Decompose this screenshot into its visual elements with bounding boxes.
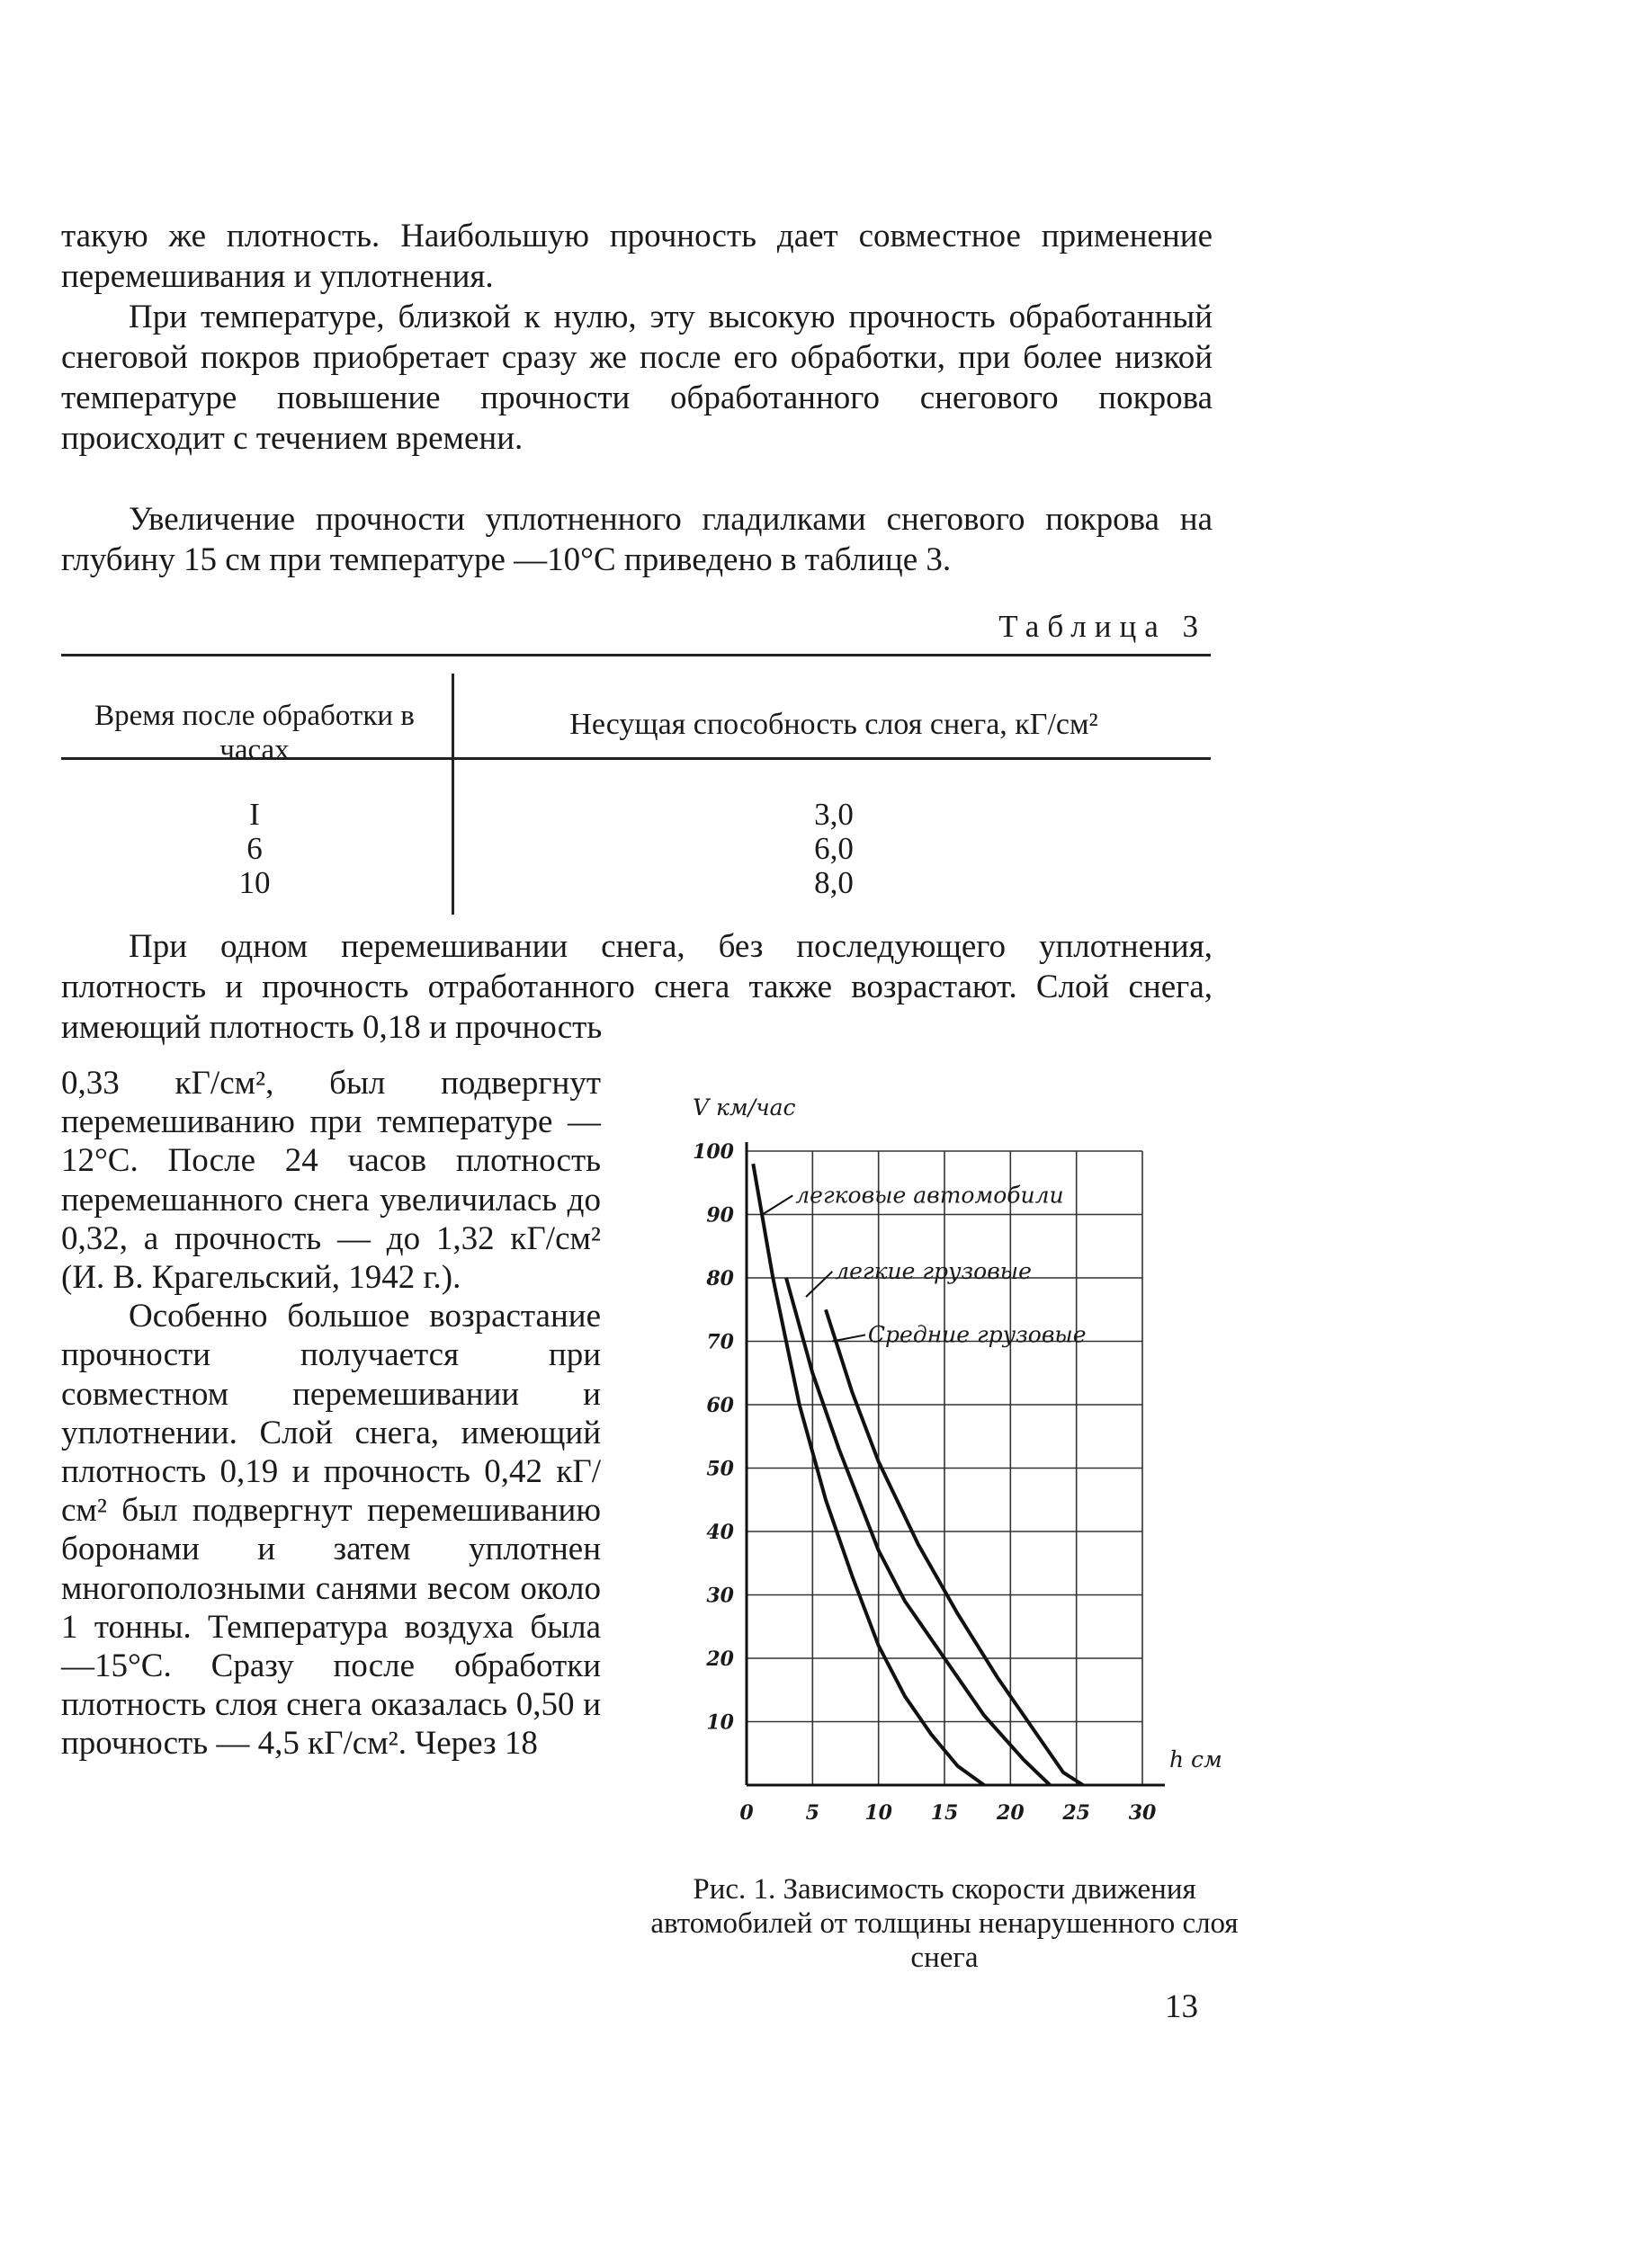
- y-tick-label: 10: [706, 1710, 734, 1735]
- series-line-1: [753, 1164, 984, 1785]
- y-tick-label: 90: [706, 1203, 734, 1228]
- paragraph-mixing-continued: 0,33 кГ/см², был подвергнут перемешиванию при температуре —12°С. После 24 часов плотность перемешанного снега увеличилась до 0,32, а прочность — до 1,32 кГ/см² (И. В. Крагельский, 1942 г.).: [61, 1065, 601, 1297]
- figure-caption: Рис. 1. Зависимость скорости движения автомобилей от толщины ненарушенного слоя снега: [650, 1873, 1239, 1974]
- series-label-1: легковые автомобили: [795, 1182, 1064, 1209]
- y-tick-label: 20: [706, 1647, 734, 1671]
- series-label-leader: [832, 1335, 865, 1341]
- x-tick-label: 15: [930, 1801, 959, 1825]
- series-label-3: Средние грузовые: [867, 1321, 1087, 1348]
- y-tick-label: 100: [693, 1140, 734, 1164]
- x-tick-label: 0: [739, 1801, 754, 1825]
- y-tick-label: 70: [706, 1330, 734, 1354]
- x-tick-label: 20: [997, 1801, 1025, 1825]
- y-tick-label: 50: [706, 1457, 734, 1481]
- table-caption: Таблица 3: [998, 609, 1206, 644]
- table-column-divider: [452, 674, 454, 915]
- series-label-leader: [806, 1272, 832, 1297]
- x-axis-label: h см: [1169, 1746, 1222, 1772]
- table-col-time: [61, 798, 448, 900]
- table-cell: 6,0: [814, 831, 854, 866]
- y-tick-label: 30: [706, 1584, 734, 1608]
- y-tick-label: 60: [706, 1394, 734, 1417]
- paragraph-continuation: такую же плотность. Наибольшую прочность дает совместное применение перемешивания и уплотнения.: [61, 218, 1213, 295]
- series-line-3: [826, 1309, 1083, 1785]
- paragraph-temperature: При температуре, близкой к нулю, эту высокую прочность обработанный снеговой покров приобретает сразу же после его обработки, при более низкой температуре повышение прочности обработанного снегового покрова происходит с течением времени.: [61, 299, 1213, 457]
- series-label-2: легкие грузовые: [835, 1257, 1032, 1284]
- x-tick-label: 10: [864, 1801, 892, 1825]
- figure-chart: [648, 1084, 1241, 1839]
- table-3: [61, 654, 1211, 915]
- series-label-leader: [763, 1195, 793, 1214]
- table-cell: 8,0: [814, 865, 854, 900]
- table-cell: 3,0: [814, 797, 854, 832]
- narrow-text-column: [61, 1064, 601, 1764]
- paragraph-mixing: При одном перемешивании снега, без последующего уплотнения, плотность и прочность отработанного снега также возрастают. Слой снега, имеющий плотность 0,18 и прочность: [61, 928, 1213, 1046]
- paragraph-combined: Особенно большое возрастание прочности получается при совместном перемешивании и уплотнении. Слой снега, имеющий плотность 0,19 и прочность 0,42 кГ/см² был подвергнут перемешиванию боронами и затем уплотнен многополозными санями весом около 1 тонны. Температура воздуха была —15°С. Сразу после обработки плотность слоя снега оказалась 0,50 и прочность — 4,5 кГ/см². Через 18: [61, 1298, 601, 1763]
- table-cell: I: [249, 797, 260, 832]
- table-col-capacity: [457, 798, 1211, 900]
- x-tick-label: 5: [805, 1801, 819, 1825]
- paragraph-table-intro: Увеличение прочности уплотненного гладилками снегового покрова на глубину 15 см при температуре —10°С приведено в таблице 3.: [61, 501, 1213, 578]
- page-number: 13: [1165, 1988, 1198, 2025]
- x-tick-label: 25: [1062, 1801, 1090, 1825]
- y-tick-label: 40: [706, 1521, 734, 1544]
- y-axis-label: V км/час: [693, 1094, 796, 1121]
- y-tick-label: 80: [706, 1267, 734, 1290]
- table-cell: 10: [238, 865, 271, 900]
- table-top-rule: [61, 654, 1211, 656]
- table-header-capacity: Несущая способность слоя снега, кГ/см²: [569, 708, 1098, 741]
- table-header-time: Время после обработки в часах: [94, 700, 415, 766]
- table-cell: 6: [246, 831, 263, 866]
- chart-svg: [648, 1084, 1241, 1839]
- x-tick-label: 30: [1128, 1801, 1157, 1825]
